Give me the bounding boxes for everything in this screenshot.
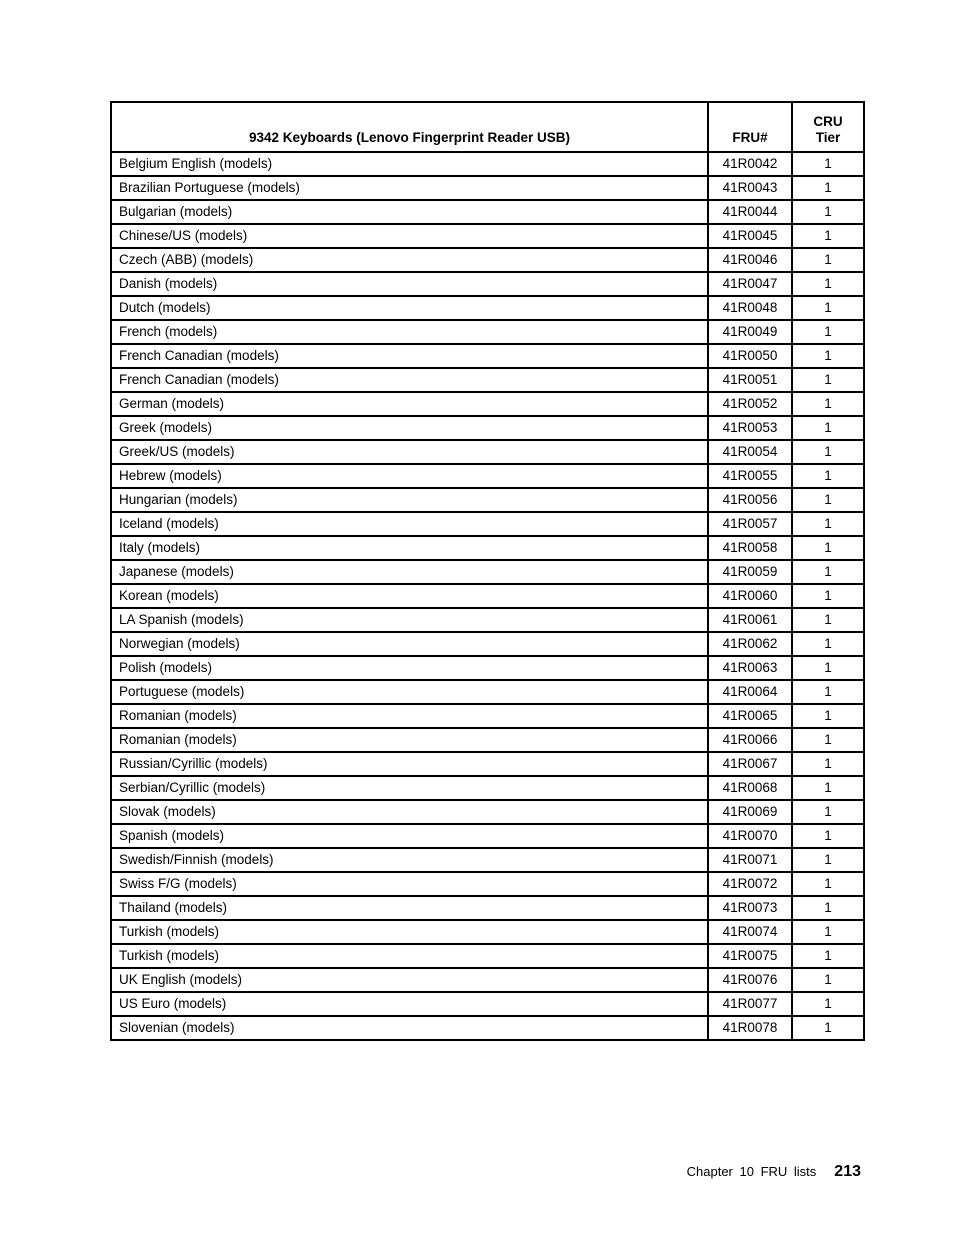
fru-number-cell: 41R0048 (708, 296, 792, 320)
keyboard-description-cell: UK English (models) (111, 968, 708, 992)
cru-tier-cell: 1 (792, 944, 864, 968)
keyboard-description-cell: Belgium English (models) (111, 152, 708, 176)
keyboard-description-cell: Norwegian (models) (111, 632, 708, 656)
fru-number-cell: 41R0064 (708, 680, 792, 704)
table-row (111, 920, 864, 944)
keyboard-description-cell: Serbian/Cyrillic (models) (111, 776, 708, 800)
cru-tier-column-header (792, 102, 864, 152)
fru-number-cell: 41R0047 (708, 272, 792, 296)
cru-tier-cell: 1 (792, 560, 864, 584)
fru-number-cell: 41R0051 (708, 368, 792, 392)
keyboard-description-cell: Polish (models) (111, 656, 708, 680)
table-row (111, 752, 864, 776)
cru-tier-cell: 1 (792, 824, 864, 848)
fru-number-cell: 41R0072 (708, 872, 792, 896)
table-row (111, 176, 864, 200)
keyboard-description-cell: Swedish/Finnish (models) (111, 848, 708, 872)
cru-tier-cell: 1 (792, 176, 864, 200)
fru-number-cell: 41R0057 (708, 512, 792, 536)
keyboard-description-cell: Dutch (models) (111, 296, 708, 320)
keyboard-description-cell: Hebrew (models) (111, 464, 708, 488)
cru-tier-cell: 1 (792, 896, 864, 920)
fru-number-cell: 41R0056 (708, 488, 792, 512)
keyboard-description-cell: Chinese/US (models) (111, 224, 708, 248)
table-row (111, 440, 864, 464)
cru-tier-cell: 1 (792, 656, 864, 680)
description-column-header: 9342 Keyboards (Lenovo Fingerprint Reader USB) (111, 102, 708, 152)
cru-tier-cell: 1 (792, 680, 864, 704)
keyboard-description-cell: US Euro (models) (111, 992, 708, 1016)
keyboard-description-cell: Korean (models) (111, 584, 708, 608)
table-row (111, 536, 864, 560)
cru-tier-cell: 1 (792, 272, 864, 296)
keyboard-description-cell: Portuguese (models) (111, 680, 708, 704)
table-row (111, 992, 864, 1016)
fru-number-cell: 41R0060 (708, 584, 792, 608)
keyboard-description-cell: Brazilian Portuguese (models) (111, 176, 708, 200)
table-row (111, 488, 864, 512)
keyboard-description-cell: German (models) (111, 392, 708, 416)
keyboard-description-cell: Greek/US (models) (111, 440, 708, 464)
fru-number-cell: 41R0055 (708, 464, 792, 488)
keyboard-description-cell: Slovak (models) (111, 800, 708, 824)
cru-tier-cell: 1 (792, 464, 864, 488)
cru-tier-cell: 1 (792, 392, 864, 416)
table-row (111, 680, 864, 704)
keyboard-description-cell: Spanish (models) (111, 824, 708, 848)
fru-number-cell: 41R0059 (708, 560, 792, 584)
fru-number-cell: 41R0071 (708, 848, 792, 872)
fru-number-cell: 41R0075 (708, 944, 792, 968)
keyboard-description-cell: Russian/Cyrillic (models) (111, 752, 708, 776)
cru-tier-cell: 1 (792, 800, 864, 824)
table-row (111, 776, 864, 800)
fru-number-cell: 41R0062 (708, 632, 792, 656)
table-row (111, 344, 864, 368)
table-row (111, 224, 864, 248)
table-row (111, 704, 864, 728)
table-row (111, 392, 864, 416)
table-row (111, 896, 864, 920)
keyboard-description-cell: Danish (models) (111, 272, 708, 296)
cru-tier-cell: 1 (792, 344, 864, 368)
table-row (111, 944, 864, 968)
cru-tier-cell: 1 (792, 488, 864, 512)
keyboard-description-cell: Iceland (models) (111, 512, 708, 536)
fru-number-cell: 41R0053 (708, 416, 792, 440)
fru-number-cell: 41R0070 (708, 824, 792, 848)
keyboard-description-cell: Romanian (models) (111, 704, 708, 728)
keyboard-description-cell: Japanese (models) (111, 560, 708, 584)
cru-tier-cell: 1 (792, 848, 864, 872)
fru-number-cell: 41R0063 (708, 656, 792, 680)
table-row (111, 1016, 864, 1040)
fru-column-header: FRU# (708, 102, 792, 152)
table-row (111, 296, 864, 320)
fru-number-cell: 41R0046 (708, 248, 792, 272)
fru-number-cell: 41R0049 (708, 320, 792, 344)
table-row (111, 200, 864, 224)
cru-tier-cell: 1 (792, 440, 864, 464)
keyboard-description-cell: Turkish (models) (111, 944, 708, 968)
keyboard-description-cell: LA Spanish (models) (111, 608, 708, 632)
fru-number-cell: 41R0043 (708, 176, 792, 200)
fru-number-cell: 41R0061 (708, 608, 792, 632)
table-row (111, 800, 864, 824)
table-row (111, 272, 864, 296)
cru-tier-cell: 1 (792, 872, 864, 896)
table-row (111, 512, 864, 536)
cru-tier-cell: 1 (792, 1016, 864, 1040)
keyboard-description-cell: Thailand (models) (111, 896, 708, 920)
cru-tier-cell: 1 (792, 728, 864, 752)
table-row (111, 968, 864, 992)
fru-number-cell: 41R0068 (708, 776, 792, 800)
table-header-row (111, 102, 864, 152)
fru-number-cell: 41R0052 (708, 392, 792, 416)
keyboard-description-cell: Italy (models) (111, 536, 708, 560)
fru-number-cell: 41R0074 (708, 920, 792, 944)
cru-tier-cell: 1 (792, 536, 864, 560)
keyboard-description-cell: Turkish (models) (111, 920, 708, 944)
cru-tier-cell: 1 (792, 224, 864, 248)
cru-tier-cell: 1 (792, 704, 864, 728)
cru-tier-cell: 1 (792, 368, 864, 392)
table-body (111, 152, 864, 1040)
fru-table (110, 101, 865, 1041)
fru-number-cell: 41R0078 (708, 1016, 792, 1040)
cru-tier-cell: 1 (792, 584, 864, 608)
table-row (111, 464, 864, 488)
keyboard-description-cell: French Canadian (models) (111, 368, 708, 392)
cru-tier-cell: 1 (792, 776, 864, 800)
fru-number-cell: 41R0044 (708, 200, 792, 224)
keyboard-description-cell: Swiss F/G (models) (111, 872, 708, 896)
chapter-label: Chapter 10 FRU lists (686, 1164, 817, 1179)
fru-number-cell: 41R0054 (708, 440, 792, 464)
fru-number-cell: 41R0065 (708, 704, 792, 728)
fru-number-cell: 41R0069 (708, 800, 792, 824)
fru-number-cell: 41R0042 (708, 152, 792, 176)
keyboard-description-cell: Bulgarian (models) (111, 200, 708, 224)
cru-tier-cell: 1 (792, 512, 864, 536)
page-footer (687, 1163, 861, 1181)
cru-tier-cell: 1 (792, 968, 864, 992)
fru-number-cell: 41R0077 (708, 992, 792, 1016)
table-row (111, 248, 864, 272)
cru-tier-cell: 1 (792, 200, 864, 224)
cru-tier-cell: 1 (792, 608, 864, 632)
cru-tier-cell: 1 (792, 992, 864, 1016)
fru-number-cell: 41R0058 (708, 536, 792, 560)
cru-tier-header-line1: CRU (813, 114, 843, 129)
table-row (111, 848, 864, 872)
cru-tier-cell: 1 (792, 752, 864, 776)
table-row (111, 320, 864, 344)
keyboard-description-cell: French (models) (111, 320, 708, 344)
keyboard-description-cell: Greek (models) (111, 416, 708, 440)
table-row (111, 416, 864, 440)
keyboard-description-cell: Czech (ABB) (models) (111, 248, 708, 272)
table-row (111, 560, 864, 584)
cru-tier-cell: 1 (792, 152, 864, 176)
fru-number-cell: 41R0076 (708, 968, 792, 992)
table-row (111, 608, 864, 632)
table-row (111, 656, 864, 680)
cru-tier-header-line2: Tier (815, 130, 841, 145)
fru-number-cell: 41R0066 (708, 728, 792, 752)
table-row (111, 368, 864, 392)
fru-number-cell: 41R0073 (708, 896, 792, 920)
table-row (111, 584, 864, 608)
page-number: 213 (834, 1163, 861, 1180)
table-row (111, 152, 864, 176)
table-row (111, 728, 864, 752)
fru-number-cell: 41R0050 (708, 344, 792, 368)
table-row (111, 872, 864, 896)
cru-tier-cell: 1 (792, 632, 864, 656)
fru-number-cell: 41R0067 (708, 752, 792, 776)
cru-tier-cell: 1 (792, 248, 864, 272)
table-row (111, 824, 864, 848)
cru-tier-cell: 1 (792, 296, 864, 320)
cru-tier-cell: 1 (792, 920, 864, 944)
keyboard-description-cell: Slovenian (models) (111, 1016, 708, 1040)
keyboard-description-cell: Romanian (models) (111, 728, 708, 752)
fru-number-cell: 41R0045 (708, 224, 792, 248)
cru-tier-cell: 1 (792, 416, 864, 440)
table-row (111, 632, 864, 656)
keyboard-description-cell: French Canadian (models) (111, 344, 708, 368)
cru-tier-cell: 1 (792, 320, 864, 344)
keyboard-description-cell: Hungarian (models) (111, 488, 708, 512)
